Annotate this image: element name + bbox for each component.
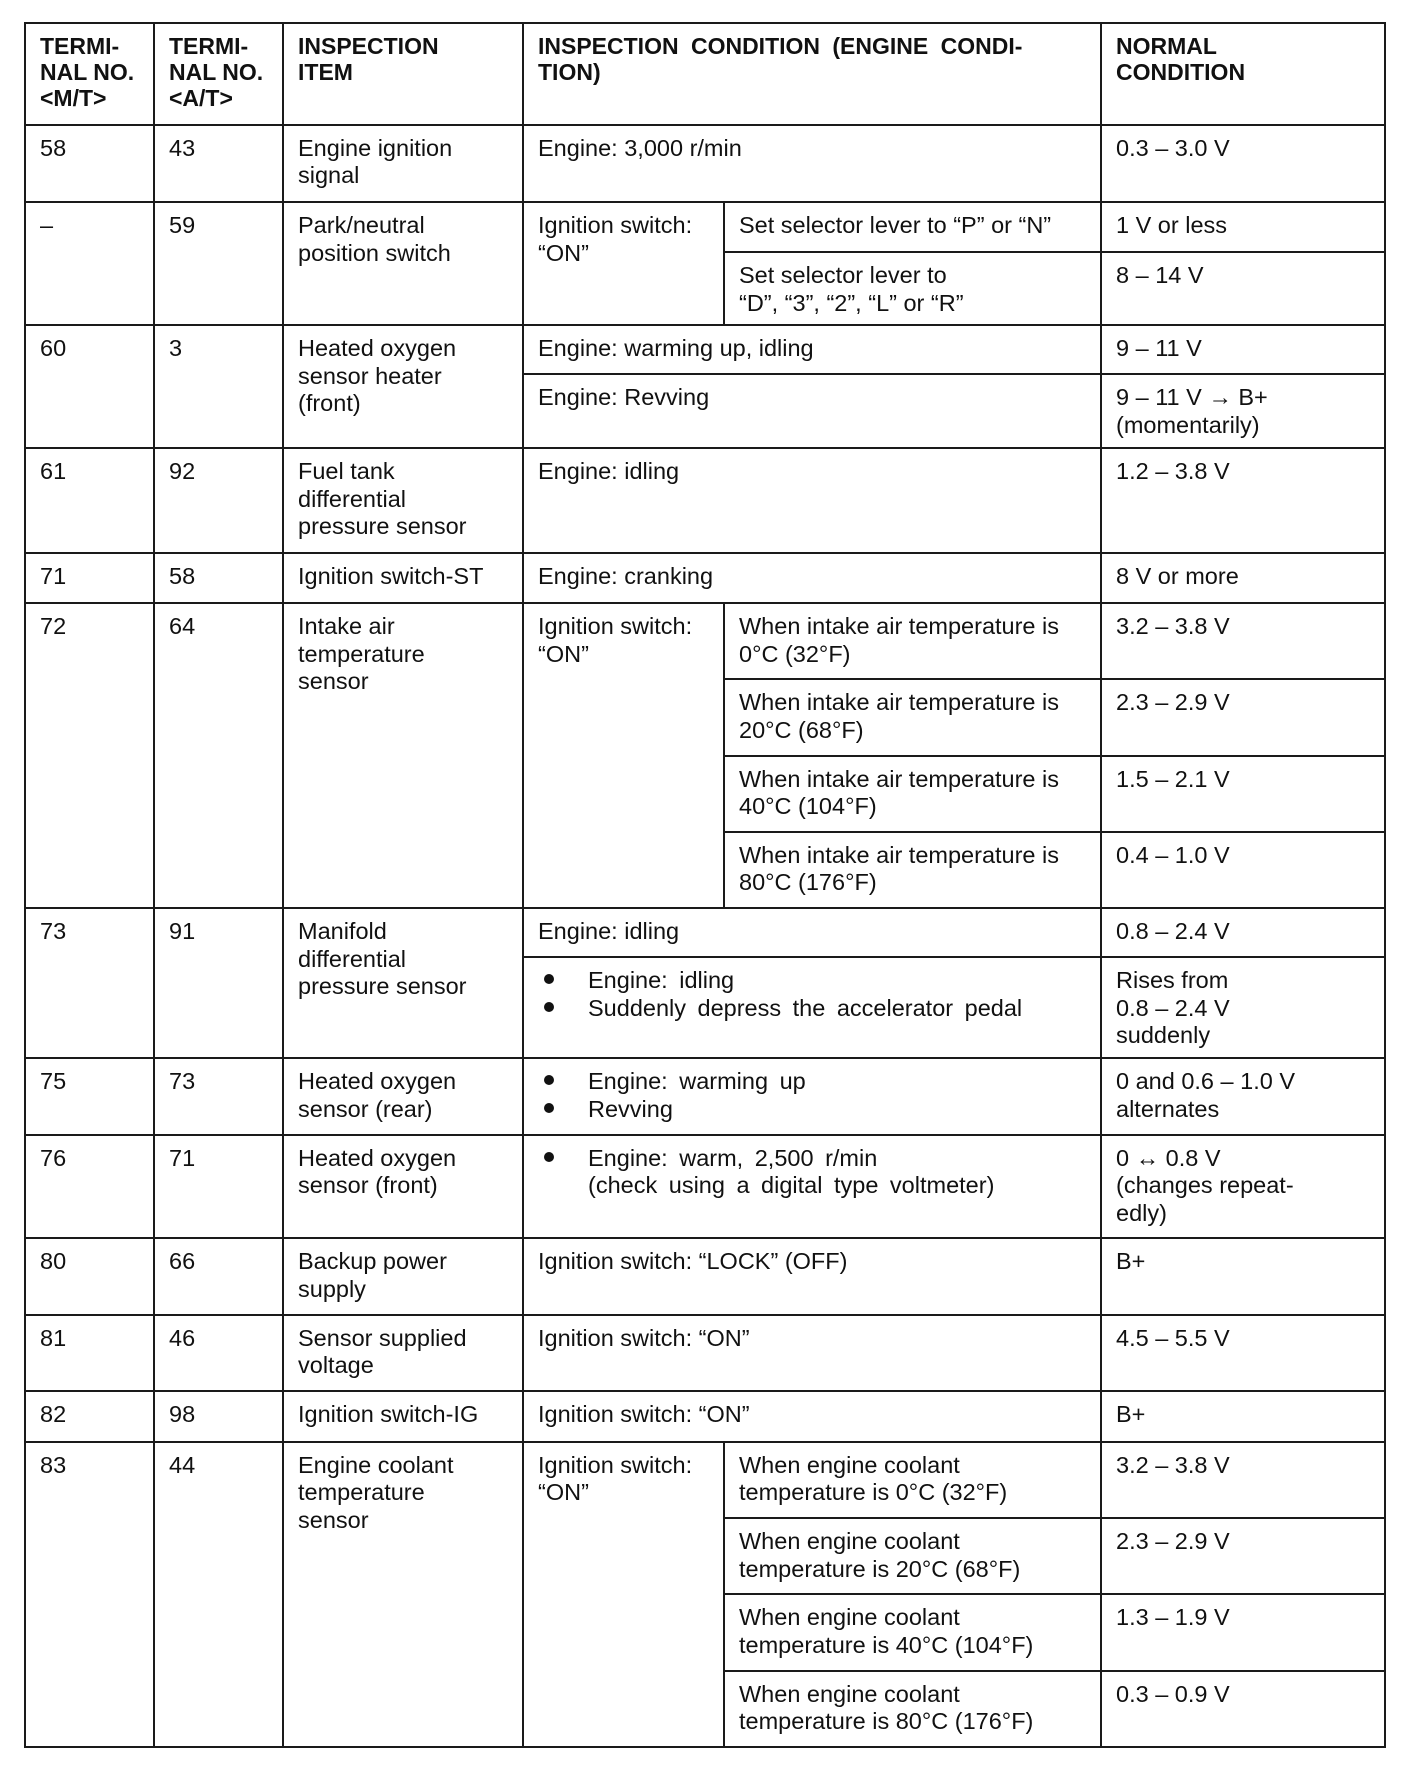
list-item: Engine: warming up (538, 1068, 1086, 1095)
terminal-at: 92 (154, 448, 283, 553)
header-terminal-at: TERMI- NAL NO. <A/T> (154, 23, 283, 125)
header-normal-condition: NORMAL CONDITION (1101, 23, 1385, 125)
terminal-mt: 61 (25, 448, 154, 553)
normal-condition: 0 ↔ 0.8 V (changes repeat- edly) (1101, 1135, 1385, 1239)
terminal-mt: 81 (25, 1315, 154, 1391)
inspection-condition (523, 1058, 1101, 1134)
inspection-condition: When engine coolant temperature is 40°C (104°F) (724, 1594, 1101, 1670)
normal-condition: 8 – 14 V (1101, 252, 1385, 325)
table-row (25, 908, 1385, 957)
inspection-item: Manifold differential pressure sensor (283, 908, 523, 1058)
terminal-at: 59 (154, 202, 283, 325)
normal-condition: 1.3 – 1.9 V (1101, 1594, 1385, 1670)
header-row (25, 23, 1385, 125)
inspection-condition: Engine: idling (523, 908, 1101, 957)
inspection-item: Engine ignition signal (283, 125, 523, 202)
inspection-condition: When intake air temperature is 0°C (32°F) (724, 603, 1101, 679)
terminal-mt: 76 (25, 1135, 154, 1239)
condition-bullet-list (538, 967, 1086, 1022)
normal-condition: 2.3 – 2.9 V (1101, 1518, 1385, 1594)
condition-bullet-list (538, 1068, 1086, 1123)
inspection-item: Park/neutral position switch (283, 202, 523, 325)
inspection-condition: When intake air temperature is 20°C (68°F) (724, 679, 1101, 755)
normal-condition: 0 and 0.6 – 1.0 V alternates (1101, 1058, 1385, 1134)
normal-condition: 9 – 11 V (1101, 325, 1385, 374)
inspection-condition: Engine: warming up, idling (523, 325, 1101, 374)
table-row (25, 1442, 1385, 1518)
normal-condition: 8 V or more (1101, 553, 1385, 603)
terminal-mt: 73 (25, 908, 154, 1058)
inspection-item: Heated oxygen sensor (front) (283, 1135, 523, 1239)
inspection-condition: When intake air temperature is 40°C (104°F) (724, 756, 1101, 832)
table-row (25, 1058, 1385, 1134)
inspection-condition: Set selector lever to “P” or “N” (724, 202, 1101, 252)
normal-condition: 9 – 11 V → B+ (momentarily) (1101, 374, 1385, 448)
terminal-at: 66 (154, 1238, 283, 1314)
inspection-item: Heated oxygen sensor (rear) (283, 1058, 523, 1134)
terminal-mt: 75 (25, 1058, 154, 1134)
table-row (25, 202, 1385, 252)
normal-condition: 0.8 – 2.4 V (1101, 908, 1385, 957)
terminal-mt: – (25, 202, 154, 325)
table-row (25, 1135, 1385, 1239)
normal-condition: 1.5 – 2.1 V (1101, 756, 1385, 832)
normal-condition: 3.2 – 3.8 V (1101, 1442, 1385, 1518)
terminal-at: 71 (154, 1135, 283, 1239)
terminal-at: 91 (154, 908, 283, 1058)
list-item: Engine: idling (538, 967, 1086, 994)
table-row (25, 1391, 1385, 1442)
inspection-condition: Engine: idling (523, 448, 1101, 553)
terminal-mt: 58 (25, 125, 154, 202)
normal-condition: 2.3 – 2.9 V (1101, 679, 1385, 755)
terminal-mt: 60 (25, 325, 154, 448)
table-row (25, 448, 1385, 553)
normal-condition: 3.2 – 3.8 V (1101, 603, 1385, 679)
table-row (25, 325, 1385, 374)
header-inspection-condition: INSPECTION CONDITION (ENGINE CONDI- TION) (523, 23, 1101, 125)
terminal-at: 44 (154, 1442, 283, 1747)
inspection-condition: Ignition switch: “ON” (523, 1315, 1101, 1391)
terminal-at: 58 (154, 553, 283, 603)
inspection-table (24, 22, 1386, 1748)
terminal-mt: 80 (25, 1238, 154, 1314)
inspection-condition: When engine coolant temperature is 80°C (176°F) (724, 1671, 1101, 1747)
list-item: Revving (538, 1096, 1086, 1123)
inspection-condition: When engine coolant temperature is 0°C (32°F) (724, 1442, 1101, 1518)
condition-bullet-list (538, 1145, 1086, 1200)
terminal-mt: 72 (25, 603, 154, 908)
table-row (25, 1238, 1385, 1314)
table-row (25, 1315, 1385, 1391)
terminal-at: 64 (154, 603, 283, 908)
inspection-condition: When engine coolant temperature is 20°C (68°F) (724, 1518, 1101, 1594)
normal-condition: 1.2 – 3.8 V (1101, 448, 1385, 553)
list-item: Engine: warm, 2,500 r/min (check using a digital type voltmeter) (538, 1145, 1086, 1200)
inspection-condition: Engine: cranking (523, 553, 1101, 603)
inspection-condition: Engine: 3,000 r/min (523, 125, 1101, 202)
table-row (25, 125, 1385, 202)
inspection-condition (523, 957, 1101, 1058)
inspection-item: Engine coolant temperature sensor (283, 1442, 523, 1747)
normal-condition: 0.3 – 3.0 V (1101, 125, 1385, 202)
inspection-item: Intake air temperature sensor (283, 603, 523, 908)
list-item: Suddenly depress the accelerator pedal (538, 995, 1086, 1022)
table-row (25, 603, 1385, 679)
normal-condition: B+ (1101, 1238, 1385, 1314)
inspection-item: Heated oxygen sensor heater (front) (283, 325, 523, 448)
condition-group: Ignition switch: “ON” (523, 603, 724, 908)
table-row (25, 553, 1385, 603)
normal-condition: B+ (1101, 1391, 1385, 1442)
inspection-item: Sensor supplied voltage (283, 1315, 523, 1391)
inspection-condition: Ignition switch: “ON” (523, 1391, 1101, 1442)
inspection-condition: Ignition switch: “LOCK” (OFF) (523, 1238, 1101, 1314)
terminal-mt: 82 (25, 1391, 154, 1442)
normal-condition: 1 V or less (1101, 202, 1385, 252)
terminal-at: 46 (154, 1315, 283, 1391)
inspection-condition: When intake air temperature is 80°C (176°F) (724, 832, 1101, 908)
normal-condition: 0.4 – 1.0 V (1101, 832, 1385, 908)
normal-condition: 0.3 – 0.9 V (1101, 1671, 1385, 1747)
terminal-at: 98 (154, 1391, 283, 1442)
condition-group: Ignition switch: “ON” (523, 202, 724, 325)
inspection-condition (523, 1135, 1101, 1239)
header-terminal-mt: TERMI- NAL NO. <M/T> (25, 23, 154, 125)
header-inspection-item: INSPECTION ITEM (283, 23, 523, 125)
terminal-at: 43 (154, 125, 283, 202)
inspection-condition: Engine: Revving (523, 374, 1101, 448)
condition-group: Ignition switch: “ON” (523, 1442, 724, 1747)
terminal-mt: 71 (25, 553, 154, 603)
inspection-item: Ignition switch-ST (283, 553, 523, 603)
inspection-item: Ignition switch-IG (283, 1391, 523, 1442)
inspection-condition: Set selector lever to “D”, “3”, “2”, “L” or “R” (724, 252, 1101, 325)
normal-condition: Rises from 0.8 – 2.4 V suddenly (1101, 957, 1385, 1058)
inspection-item: Fuel tank differential pressure sensor (283, 448, 523, 553)
normal-condition: 4.5 – 5.5 V (1101, 1315, 1385, 1391)
terminal-mt: 83 (25, 1442, 154, 1747)
inspection-item: Backup power supply (283, 1238, 523, 1314)
terminal-at: 3 (154, 325, 283, 448)
terminal-at: 73 (154, 1058, 283, 1134)
